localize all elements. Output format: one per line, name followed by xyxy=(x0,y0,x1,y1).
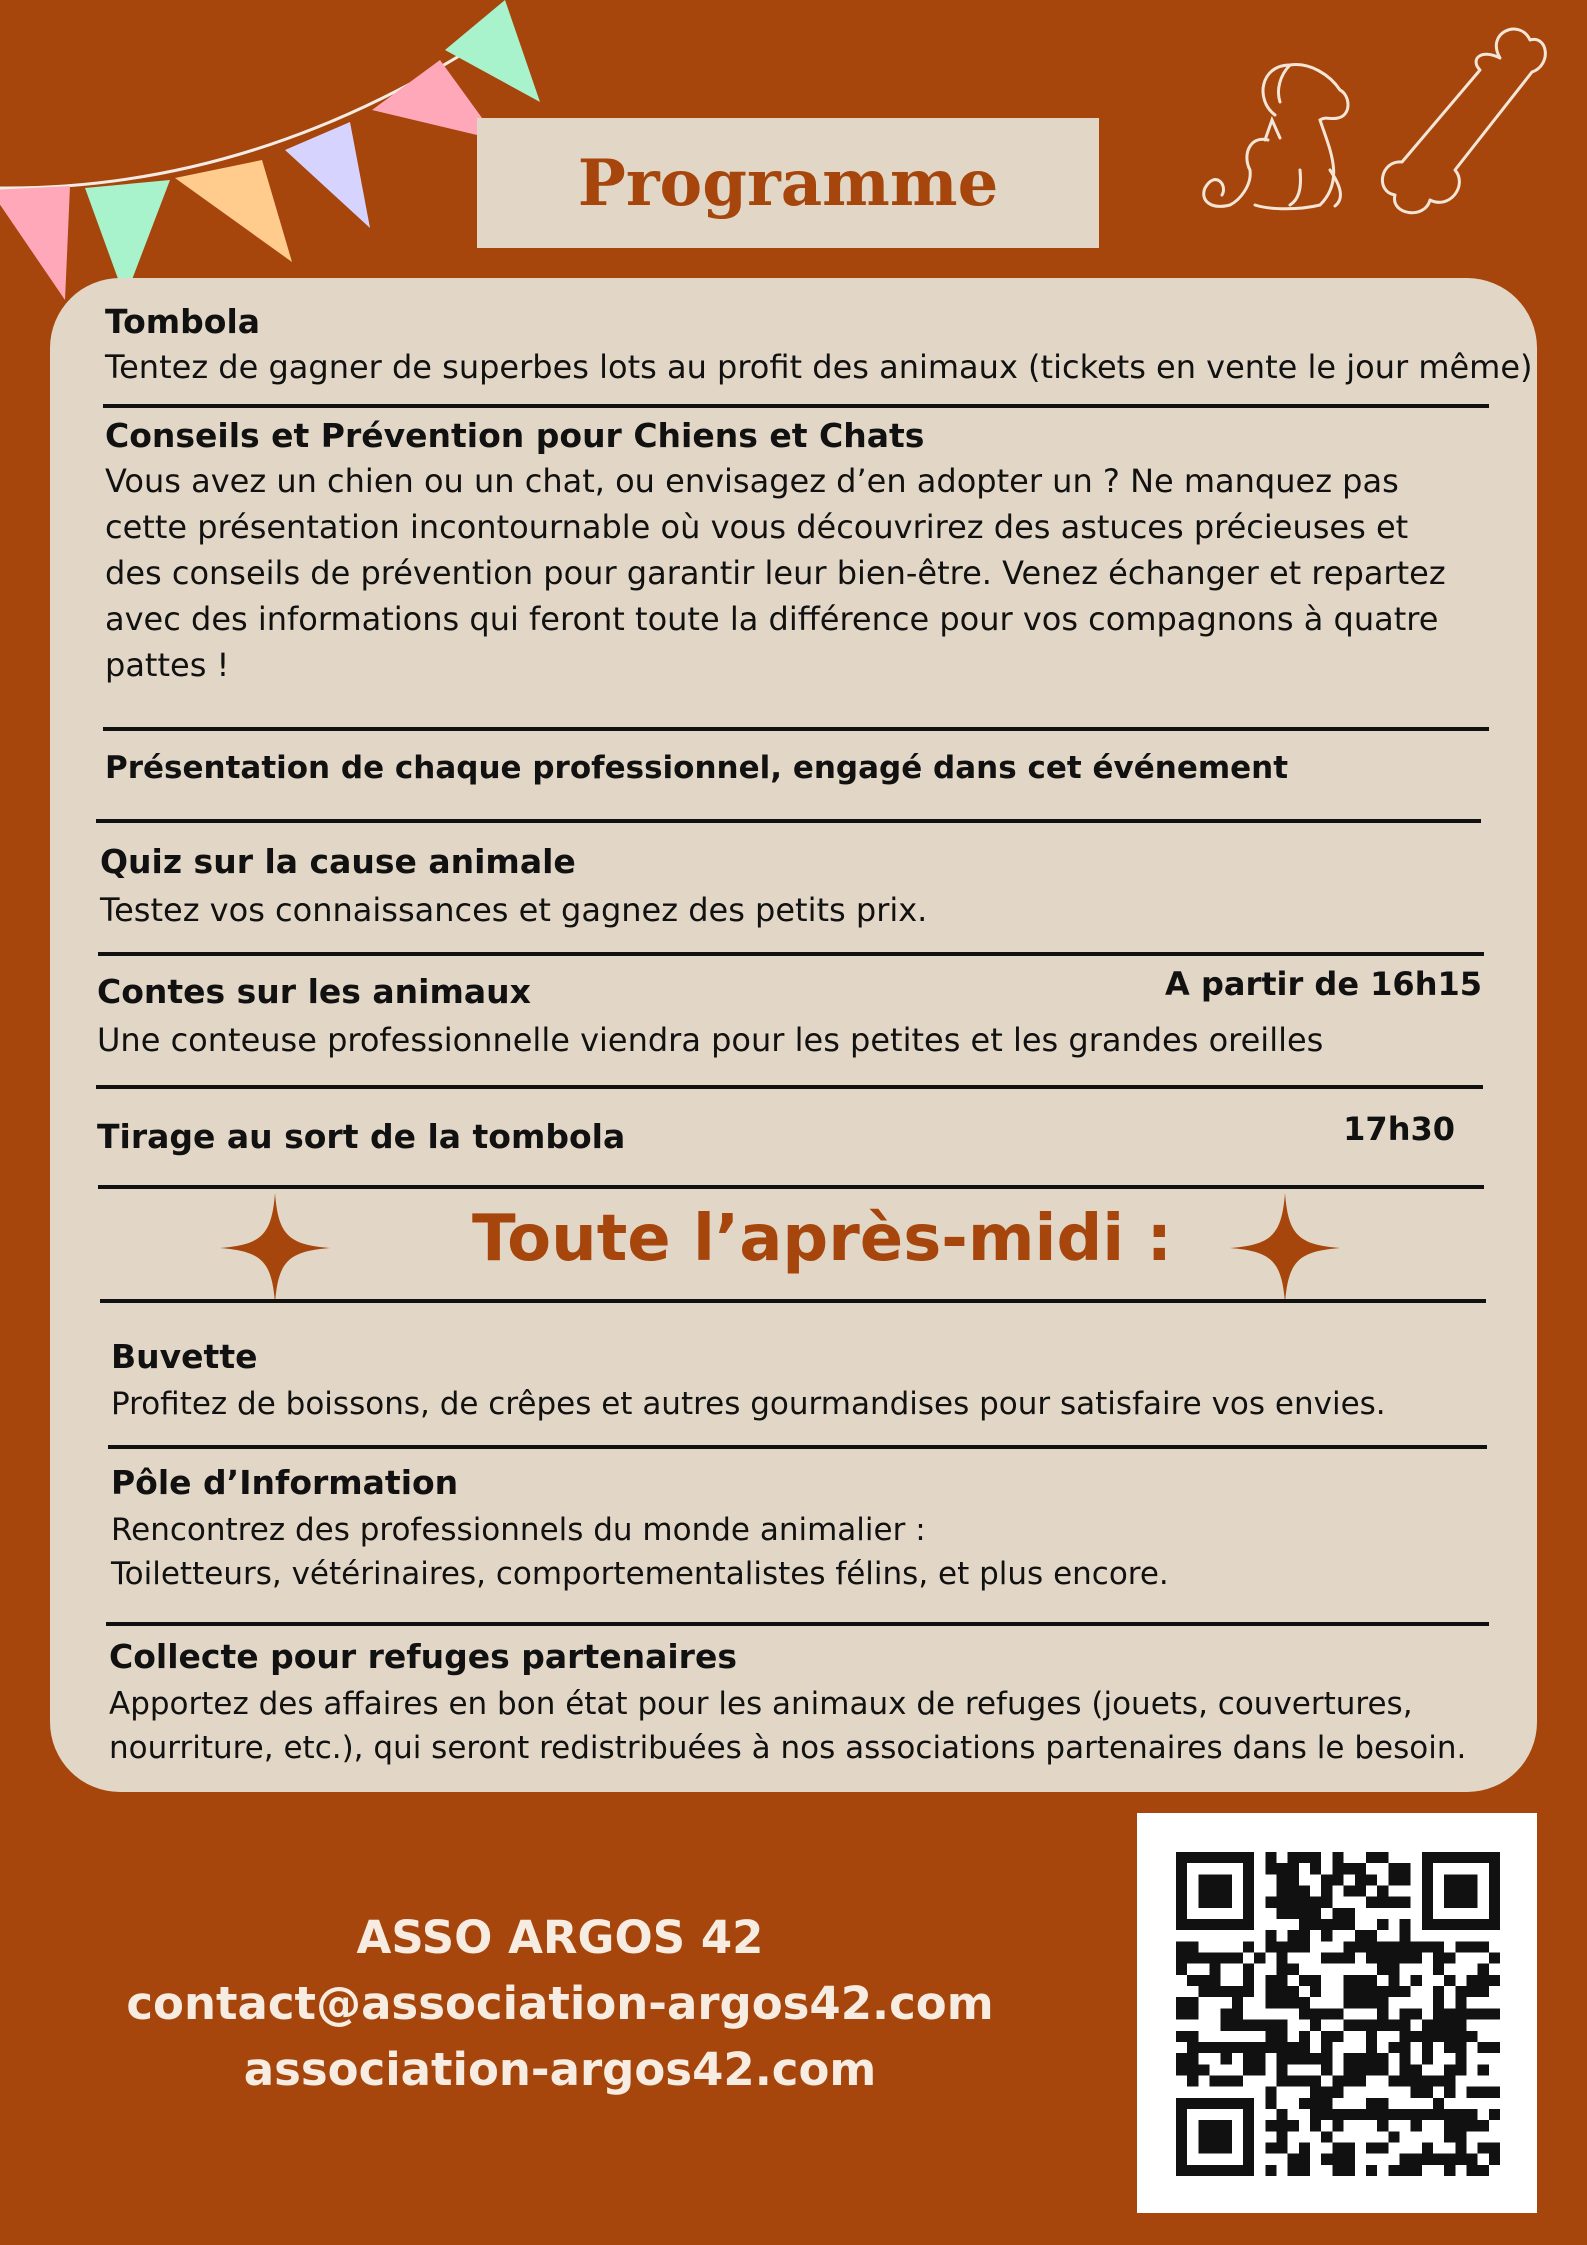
item-text-pole-information-1: Rencontrez des professionnels du monde animalier : xyxy=(111,1512,926,1548)
item-text-conseils-1: Vous avez un chien ou un chat, ou envisagez d’en adopter un ? Ne manquez pas xyxy=(105,462,1399,500)
item-time-contes: A partir de 16h15 xyxy=(1165,965,1482,1003)
divider xyxy=(98,1185,1484,1189)
item-text-collecte-1: Apportez des affaires en bon état pour les animaux de refuges (jouets, couvertures, xyxy=(109,1686,1413,1722)
pet-illustration xyxy=(1180,20,1550,230)
divider xyxy=(96,819,1481,823)
divider xyxy=(103,727,1489,731)
item-title-tirage: Tirage au sort de la tombola xyxy=(97,1117,626,1156)
item-text-tombola: Tentez de gagner de superbes lots au profit des animaux (tickets en vente le jour même) xyxy=(105,348,1533,386)
item-title-presentation: Présentation de chaque professionnel, engagé dans cet événement xyxy=(105,750,1289,786)
divider xyxy=(96,1085,1483,1089)
divider xyxy=(108,1445,1487,1449)
association-name: ASSO ARGOS 42 xyxy=(356,1911,764,1964)
item-title-buvette: Buvette xyxy=(111,1337,258,1376)
dog-cat-outline-icon xyxy=(1204,65,1348,209)
item-title-conseils: Conseils et Prévention pour Chiens et Chats xyxy=(105,416,925,455)
item-text-conseils-4: avec des informations qui feront toute la différence pour vos compagnons à quatre xyxy=(105,600,1439,638)
item-text-quiz: Testez vos connaissances et gagnez des petits prix. xyxy=(100,891,928,929)
item-title-collecte: Collecte pour refuges partenaires xyxy=(109,1637,737,1676)
item-text-conseils-3: des conseils de prévention pour garantir leur bien-être. Venez échanger et repartez xyxy=(105,554,1446,592)
item-title-contes: Contes sur les animaux xyxy=(97,972,531,1011)
contact-footer xyxy=(110,1905,1010,2103)
page-title: Programme xyxy=(577,145,999,221)
divider xyxy=(100,1299,1486,1303)
item-title-tombola: Tombola xyxy=(105,302,261,341)
divider xyxy=(106,1622,1489,1626)
item-text-collecte-2: nourriture, etc.), qui seront redistribuées à nos associations partenaires dans le besoin. xyxy=(109,1730,1467,1766)
qr-code[interactable] xyxy=(1176,1852,1500,2176)
item-text-conseils-2: cette présentation incontournable où vous découvrirez des astuces précieuses et xyxy=(105,508,1409,546)
item-title-pole-information: Pôle d’Information xyxy=(111,1463,459,1502)
bone-outline-icon xyxy=(1382,29,1545,213)
divider xyxy=(103,404,1489,408)
item-text-pole-information-2: Toiletteurs, vétérinaires, comportementalistes félins, et plus encore. xyxy=(111,1556,1169,1592)
sparkle-star-icon xyxy=(220,1193,330,1303)
sparkle-star-icon xyxy=(1230,1193,1340,1303)
bunting-decoration xyxy=(0,0,560,310)
item-text-contes: Une conteuse professionnelle viendra pour les petites et les grandes oreilles xyxy=(97,1021,1324,1059)
afternoon-heading: Toute l’après-midi : xyxy=(472,1202,1173,1276)
website-link[interactable]: association-argos42.com xyxy=(243,2043,877,2096)
item-time-tirage: 17h30 xyxy=(1343,1110,1455,1148)
item-text-conseils-5: pattes ! xyxy=(105,646,230,684)
item-title-quiz: Quiz sur la cause animale xyxy=(100,842,576,881)
item-text-buvette: Profitez de boissons, de crêpes et autres gourmandises pour satisfaire vos envies. xyxy=(111,1386,1386,1422)
divider xyxy=(98,952,1484,956)
title-banner xyxy=(477,118,1099,248)
contact-email[interactable]: contact@association-argos42.com xyxy=(126,1977,994,2030)
